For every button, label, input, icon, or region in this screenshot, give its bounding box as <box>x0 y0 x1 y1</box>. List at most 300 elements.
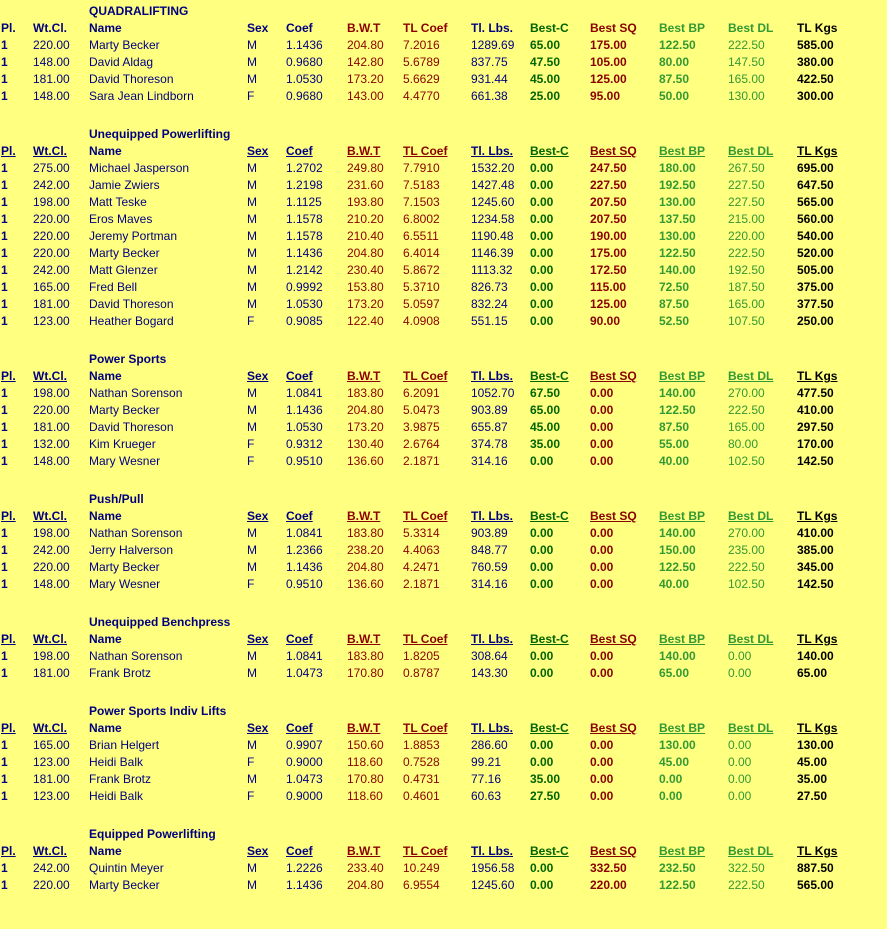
cell-tlcoef: 4.0908 <box>403 314 440 328</box>
cell-pl: 1 <box>1 263 8 277</box>
cell-sex: M <box>247 526 257 540</box>
cell-tlcoef: 5.6629 <box>403 72 440 86</box>
cell-bestbp: 40.00 <box>659 577 690 591</box>
cell-bwt: 150.60 <box>347 738 384 752</box>
column-header-bestsq: Best SQ <box>590 369 637 383</box>
cell-sex: M <box>247 246 257 260</box>
cell-pl: 1 <box>1 789 8 803</box>
cell-tlkgs: 560.00 <box>797 212 834 226</box>
cell-pl: 1 <box>1 72 8 86</box>
column-header-bestc: Best-C <box>530 844 569 858</box>
cell-tllbs: 374.78 <box>471 437 508 451</box>
cell-bwt: 204.80 <box>347 560 384 574</box>
cell-tlkgs: 695.00 <box>797 161 834 175</box>
table-row <box>0 313 887 330</box>
cell-bestbp: 52.50 <box>659 314 690 328</box>
column-header-bestbp: Best BP <box>659 369 706 383</box>
cell-bwt: 143.00 <box>347 89 384 103</box>
cell-tlkgs: 540.00 <box>797 229 834 243</box>
cell-tllbs: 308.64 <box>471 649 508 663</box>
table-row <box>0 279 887 296</box>
cell-tllbs: 661.38 <box>471 89 508 103</box>
column-header-coef: Coef <box>286 844 313 858</box>
cell-tlcoef: 0.7528 <box>403 755 440 769</box>
cell-bestbp: 130.00 <box>659 738 696 752</box>
cell-bestc: 45.00 <box>530 72 561 86</box>
cell-bwt: 173.20 <box>347 72 384 86</box>
table-row <box>0 37 887 54</box>
cell-bestsq: 175.00 <box>590 38 627 52</box>
column-header-bestc: Best-C <box>530 509 569 523</box>
cell-wt: 148.00 <box>33 55 70 69</box>
column-header-bwt: B.W.T <box>347 509 381 523</box>
cell-tlcoef: 2.6764 <box>403 437 440 451</box>
cell-name: Brian Helgert <box>89 738 160 752</box>
cell-coef: 0.9510 <box>286 577 323 591</box>
column-header-tlcoef: TL Coef <box>403 844 448 858</box>
cell-bestc: 0.00 <box>530 280 554 294</box>
cell-bestbp: 192.50 <box>659 178 696 192</box>
column-header-coef: Coef <box>286 21 313 35</box>
cell-wt: 220.00 <box>33 403 70 417</box>
cell-bestsq: 105.00 <box>590 55 627 69</box>
cell-name: Fred Bell <box>89 280 138 294</box>
table-row <box>0 665 887 682</box>
column-header-bestc: Best-C <box>530 369 569 383</box>
cell-tlkgs: 887.50 <box>797 861 834 875</box>
column-header-bwt: B.W.T <box>347 721 381 735</box>
cell-tlkgs: 35.00 <box>797 772 828 786</box>
column-header-bwt: B.W.T <box>347 369 381 383</box>
cell-bestdl: 322.50 <box>728 861 765 875</box>
cell-tllbs: 1234.58 <box>471 212 515 226</box>
column-header-bestdl: Best DL <box>728 144 774 158</box>
cell-name: Matt Teske <box>89 195 147 209</box>
column-header-coef: Coef <box>286 721 313 735</box>
cell-bestc: 27.50 <box>530 789 561 803</box>
cell-bestc: 45.00 <box>530 420 561 434</box>
column-header-tlcoef: TL Coef <box>403 369 448 383</box>
cell-bestbp: 140.00 <box>659 263 696 277</box>
cell-tlkgs: 142.50 <box>797 454 834 468</box>
column-header-bestdl: Best DL <box>728 369 774 383</box>
cell-wt: 198.00 <box>33 649 70 663</box>
cell-pl: 1 <box>1 738 8 752</box>
table-row <box>0 436 887 453</box>
cell-tllbs: 99.21 <box>471 755 502 769</box>
cell-name: Eros Maves <box>89 212 153 226</box>
cell-tlcoef: 4.4770 <box>403 89 440 103</box>
cell-tlcoef: 6.8002 <box>403 212 440 226</box>
column-header-wt: Wt.Cl. <box>33 369 67 383</box>
cell-pl: 1 <box>1 297 8 311</box>
cell-pl: 1 <box>1 386 8 400</box>
cell-bestbp: 87.50 <box>659 72 690 86</box>
cell-pl: 1 <box>1 246 8 260</box>
cell-bestdl: 222.50 <box>728 38 765 52</box>
cell-bestdl: 165.00 <box>728 420 765 434</box>
cell-bestsq: 0.00 <box>590 772 614 786</box>
cell-tllbs: 1052.70 <box>471 386 515 400</box>
cell-pl: 1 <box>1 861 8 875</box>
cell-bestc: 35.00 <box>530 772 561 786</box>
cell-bestdl: 220.00 <box>728 229 765 243</box>
cell-bestc: 0.00 <box>530 666 554 680</box>
cell-wt: 132.00 <box>33 437 70 451</box>
cell-tlcoef: 5.0473 <box>403 403 440 417</box>
cell-tlcoef: 6.5511 <box>403 229 439 243</box>
cell-bestsq: 0.00 <box>590 738 614 752</box>
cell-wt: 220.00 <box>33 38 70 52</box>
table-row <box>0 453 887 470</box>
cell-bwt: 118.60 <box>347 755 383 769</box>
column-header-bestc: Best-C <box>530 144 569 158</box>
table-row <box>0 542 887 559</box>
section-title: Power Sports <box>89 352 167 366</box>
cell-pl: 1 <box>1 314 8 328</box>
cell-bestdl: 0.00 <box>728 738 752 752</box>
cell-name: Nathan Sorenson <box>89 649 183 663</box>
cell-name: Heidi Balk <box>89 755 144 769</box>
column-header-tllbs: Tl. Lbs. <box>471 844 513 858</box>
column-header-pl: Pl. <box>1 844 16 858</box>
column-header-bestdl: Best DL <box>728 509 774 523</box>
table-row <box>0 296 887 313</box>
table-row <box>0 525 887 542</box>
cell-bestsq: 0.00 <box>590 543 614 557</box>
column-header-tlcoef: TL Coef <box>403 21 448 35</box>
cell-bestc: 0.00 <box>530 543 554 557</box>
cell-tlcoef: 3.9875 <box>403 420 440 434</box>
cell-bwt: 230.40 <box>347 263 384 277</box>
cell-sex: F <box>247 89 255 103</box>
cell-bestsq: 0.00 <box>590 666 614 680</box>
cell-tllbs: 837.75 <box>471 55 508 69</box>
table-header-row <box>0 20 887 37</box>
cell-pl: 1 <box>1 229 8 243</box>
cell-bestsq: 172.50 <box>590 263 627 277</box>
cell-tllbs: 314.16 <box>471 454 508 468</box>
cell-pl: 1 <box>1 649 8 663</box>
cell-name: Heather Bogard <box>89 314 174 328</box>
cell-bestc: 0.00 <box>530 161 554 175</box>
column-header-bestbp: Best BP <box>659 721 706 735</box>
cell-tlkgs: 565.00 <box>797 878 834 892</box>
cell-bestdl: 235.00 <box>728 543 765 557</box>
cell-bestbp: 0.00 <box>659 789 683 803</box>
cell-pl: 1 <box>1 543 8 557</box>
cell-tlcoef: 5.3314 <box>403 526 440 540</box>
table-row <box>0 402 887 419</box>
cell-wt: 181.00 <box>33 772 70 786</box>
column-header-bwt: B.W.T <box>347 144 381 158</box>
cell-bestdl: 0.00 <box>728 666 752 680</box>
cell-tllbs: 1245.60 <box>471 878 515 892</box>
cell-bestc: 0.00 <box>530 314 554 328</box>
cell-bestbp: 130.00 <box>659 229 696 243</box>
column-header-bestdl: Best DL <box>728 844 774 858</box>
cell-coef: 0.9510 <box>286 454 323 468</box>
column-header-wt: Wt.Cl. <box>33 632 67 646</box>
cell-tlcoef: 7.1503 <box>403 195 440 209</box>
cell-tlkgs: 377.50 <box>797 297 834 311</box>
cell-tlkgs: 647.50 <box>797 178 834 192</box>
cell-bestc: 0.00 <box>530 263 554 277</box>
column-header-tlkgs: TL Kgs <box>797 632 838 646</box>
cell-bestsq: 0.00 <box>590 560 614 574</box>
column-header-name: Name <box>89 21 122 35</box>
cell-bestsq: 332.50 <box>590 861 627 875</box>
cell-bestdl: 102.50 <box>728 577 765 591</box>
cell-bwt: 249.80 <box>347 161 384 175</box>
column-header-sex: Sex <box>247 144 269 158</box>
cell-sex: M <box>247 543 257 557</box>
cell-bwt: 173.20 <box>347 297 384 311</box>
cell-wt: 220.00 <box>33 246 70 260</box>
cell-tlkgs: 130.00 <box>797 738 834 752</box>
cell-coef: 1.1436 <box>286 38 323 52</box>
cell-pl: 1 <box>1 878 8 892</box>
cell-bwt: 204.80 <box>347 878 384 892</box>
column-header-tlkgs: TL Kgs <box>797 369 838 383</box>
cell-tllbs: 143.30 <box>471 666 508 680</box>
cell-sex: F <box>247 755 255 769</box>
cell-bwt: 183.80 <box>347 649 384 663</box>
column-header-wt: Wt.Cl. <box>33 144 67 158</box>
cell-tlkgs: 505.00 <box>797 263 834 277</box>
cell-bwt: 210.20 <box>347 212 384 226</box>
cell-tlcoef: 7.7910 <box>403 161 440 175</box>
column-header-bestbp: Best BP <box>659 144 706 158</box>
table-row <box>0 54 887 71</box>
cell-pl: 1 <box>1 280 8 294</box>
cell-bestsq: 0.00 <box>590 420 614 434</box>
table-row <box>0 648 887 665</box>
column-header-bestc: Best-C <box>530 21 569 35</box>
table-header-row <box>0 143 887 160</box>
cell-name: Marty Becker <box>89 403 160 417</box>
cell-name: Heidi Balk <box>89 789 144 803</box>
cell-bestbp: 55.00 <box>659 437 690 451</box>
cell-bestdl: 147.50 <box>728 55 765 69</box>
cell-bestc: 65.00 <box>530 403 561 417</box>
column-header-pl: Pl. <box>1 632 16 646</box>
cell-sex: F <box>247 437 255 451</box>
cell-bestc: 0.00 <box>530 526 554 540</box>
cell-bestbp: 130.00 <box>659 195 696 209</box>
cell-bestdl: 0.00 <box>728 789 752 803</box>
cell-bestbp: 137.50 <box>659 212 696 226</box>
cell-tlcoef: 5.8672 <box>403 263 440 277</box>
cell-tllbs: 1427.48 <box>471 178 515 192</box>
column-header-sex: Sex <box>247 632 269 646</box>
cell-tlkgs: 410.00 <box>797 526 834 540</box>
column-header-bestbp: Best BP <box>659 21 706 35</box>
cell-coef: 1.0530 <box>286 297 323 311</box>
cell-tlkgs: 345.00 <box>797 560 834 574</box>
cell-sex: M <box>247 55 257 69</box>
cell-bwt: 173.20 <box>347 420 384 434</box>
cell-wt: 220.00 <box>33 878 70 892</box>
column-header-name: Name <box>89 721 122 735</box>
table-header-row <box>0 843 887 860</box>
cell-bestdl: 222.50 <box>728 878 765 892</box>
cell-bestdl: 165.00 <box>728 297 765 311</box>
cell-coef: 0.9085 <box>286 314 323 328</box>
cell-bestc: 0.00 <box>530 212 554 226</box>
cell-bestbp: 122.50 <box>659 246 696 260</box>
cell-sex: M <box>247 38 257 52</box>
cell-coef: 1.0473 <box>286 772 323 786</box>
cell-wt: 181.00 <box>33 666 70 680</box>
cell-bwt: 193.80 <box>347 195 384 209</box>
cell-bestsq: 90.00 <box>590 314 621 328</box>
cell-bestdl: 270.00 <box>728 386 765 400</box>
cell-bestbp: 0.00 <box>659 772 683 786</box>
table-header-row <box>0 631 887 648</box>
column-header-wt: Wt.Cl. <box>33 21 67 35</box>
cell-tlkgs: 140.00 <box>797 649 834 663</box>
column-header-tlkgs: TL Kgs <box>797 21 838 35</box>
cell-bestdl: 222.50 <box>728 246 765 260</box>
cell-bestdl: 107.50 <box>728 314 765 328</box>
cell-tlcoef: 5.0597 <box>403 297 440 311</box>
cell-bwt: 204.80 <box>347 403 384 417</box>
cell-bestc: 0.00 <box>530 246 554 260</box>
cell-bwt: 204.80 <box>347 246 384 260</box>
cell-bestbp: 180.00 <box>659 161 696 175</box>
cell-wt: 181.00 <box>33 72 70 86</box>
cell-pl: 1 <box>1 755 8 769</box>
cell-bestc: 47.50 <box>530 55 561 69</box>
cell-bwt: 231.60 <box>347 178 384 192</box>
cell-bestsq: 207.50 <box>590 212 627 226</box>
cell-pl: 1 <box>1 403 8 417</box>
cell-sex: M <box>247 420 257 434</box>
cell-sex: M <box>247 649 257 663</box>
cell-pl: 1 <box>1 161 8 175</box>
cell-bestc: 0.00 <box>530 577 554 591</box>
column-header-bestbp: Best BP <box>659 632 706 646</box>
column-header-sex: Sex <box>247 369 269 383</box>
column-header-bestsq: Best SQ <box>590 844 637 858</box>
cell-bestbp: 140.00 <box>659 526 696 540</box>
cell-tllbs: 655.87 <box>471 420 508 434</box>
cell-bestbp: 140.00 <box>659 649 696 663</box>
cell-coef: 1.1436 <box>286 403 323 417</box>
cell-name: Marty Becker <box>89 560 160 574</box>
cell-name: Nathan Sorenson <box>89 386 183 400</box>
column-header-bestdl: Best DL <box>728 21 774 35</box>
cell-name: Marty Becker <box>89 878 160 892</box>
cell-tlcoef: 6.9554 <box>403 878 440 892</box>
cell-coef: 0.9907 <box>286 738 323 752</box>
cell-bestbp: 122.50 <box>659 878 696 892</box>
cell-sex: F <box>247 454 255 468</box>
cell-name: David Thoreson <box>89 72 174 86</box>
cell-sex: M <box>247 195 257 209</box>
cell-tlcoef: 6.2091 <box>403 386 440 400</box>
cell-bestc: 0.00 <box>530 649 554 663</box>
cell-name: Matt Glenzer <box>89 263 158 277</box>
column-header-name: Name <box>89 369 122 383</box>
cell-tlcoef: 2.1871 <box>403 454 440 468</box>
cell-name: Quintin Meyer <box>89 861 164 875</box>
cell-name: Kim Krueger <box>89 437 156 451</box>
cell-pl: 1 <box>1 55 8 69</box>
column-header-sex: Sex <box>247 721 269 735</box>
cell-wt: 181.00 <box>33 297 70 311</box>
cell-bestc: 0.00 <box>530 755 554 769</box>
cell-tllbs: 1532.20 <box>471 161 515 175</box>
section-title: Unequipped Powerlifting <box>89 127 231 141</box>
cell-bestdl: 80.00 <box>728 437 759 451</box>
table-row <box>0 245 887 262</box>
cell-tllbs: 903.89 <box>471 526 508 540</box>
cell-bestdl: 227.50 <box>728 178 765 192</box>
column-header-bestdl: Best DL <box>728 721 774 735</box>
cell-bwt: 233.40 <box>347 861 384 875</box>
cell-wt: 220.00 <box>33 560 70 574</box>
column-header-coef: Coef <box>286 509 313 523</box>
column-header-tlcoef: TL Coef <box>403 632 448 646</box>
cell-sex: M <box>247 280 257 294</box>
cell-tllbs: 1146.39 <box>471 246 514 260</box>
column-header-sex: Sex <box>247 21 269 35</box>
cell-pl: 1 <box>1 178 8 192</box>
cell-name: Jamie Zwiers <box>89 178 160 192</box>
cell-wt: 165.00 <box>33 738 70 752</box>
cell-tlkgs: 422.50 <box>797 72 834 86</box>
section-title: Power Sports Indiv Lifts <box>89 704 227 718</box>
section-title: QUADRALIFTING <box>89 4 189 18</box>
table-row <box>0 71 887 88</box>
cell-coef: 1.1578 <box>286 212 323 226</box>
column-header-pl: Pl. <box>1 509 16 523</box>
column-header-tlcoef: TL Coef <box>403 144 448 158</box>
cell-bestsq: 0.00 <box>590 403 614 417</box>
cell-bwt: 153.80 <box>347 280 384 294</box>
table-row <box>0 385 887 402</box>
cell-bwt: 183.80 <box>347 526 384 540</box>
cell-coef: 1.1125 <box>286 195 322 209</box>
cell-bestbp: 45.00 <box>659 755 690 769</box>
table-row <box>0 788 887 805</box>
cell-sex: M <box>247 560 257 574</box>
cell-bestsq: 95.00 <box>590 89 621 103</box>
column-header-bestc: Best-C <box>530 721 569 735</box>
cell-coef: 0.9680 <box>286 55 323 69</box>
cell-bestdl: 187.50 <box>728 280 765 294</box>
cell-bestsq: 247.50 <box>590 161 627 175</box>
column-header-tllbs: Tl. Lbs. <box>471 144 513 158</box>
cell-tllbs: 1113.32 <box>471 263 513 277</box>
cell-bestbp: 232.50 <box>659 861 696 875</box>
cell-name: David Aldag <box>89 55 154 69</box>
cell-bwt: 118.60 <box>347 789 383 803</box>
cell-bestsq: 115.00 <box>590 280 627 294</box>
cell-bestc: 0.00 <box>530 229 554 243</box>
cell-tlcoef: 5.3710 <box>403 280 440 294</box>
cell-tlkgs: 380.00 <box>797 55 834 69</box>
cell-bestsq: 175.00 <box>590 246 627 260</box>
table-row <box>0 88 887 105</box>
column-header-wt: Wt.Cl. <box>33 721 67 735</box>
cell-sex: M <box>247 738 257 752</box>
cell-bestbp: 40.00 <box>659 454 690 468</box>
cell-tlcoef: 7.5183 <box>403 178 440 192</box>
cell-bestdl: 130.00 <box>728 89 765 103</box>
